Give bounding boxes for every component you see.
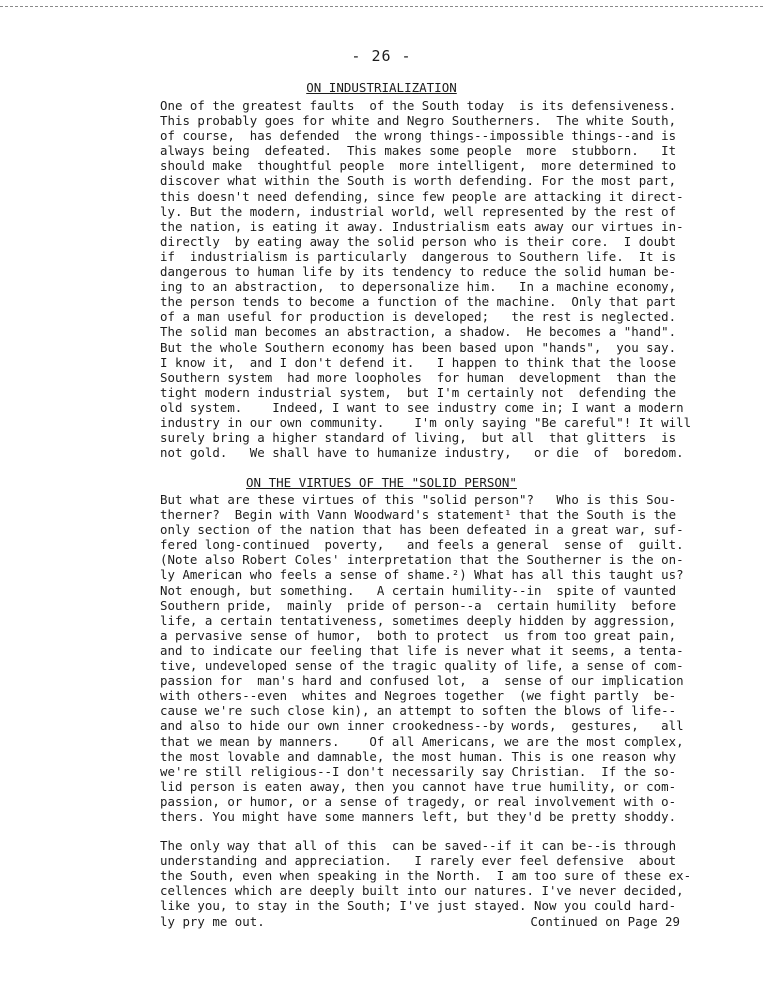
text-line: One of the greatest faults of the South today is its defensiveness. (160, 98, 677, 113)
text-line: should make thoughtful people more intelligent, more determined to (160, 158, 677, 174)
section-closing-body (160, 838, 691, 913)
text-line: if industrialism is particularly dangerous to Southern life. It is (160, 248, 677, 264)
top-border-rule (0, 6, 763, 7)
text-line: passion, or humor, or a sense of tragedy, or real involvement with o- (160, 793, 677, 809)
text-line: Not enough, but something. A certain humility--in spite of vaunted (160, 582, 677, 598)
text-line: this doesn't need defending, since few people are attacking it direct- (160, 188, 684, 204)
text-line: the person tends to become a function of the machine. Only that part (160, 294, 677, 310)
text-line: But what are these virtues of this "solid person"? Who is this Sou- (160, 492, 677, 507)
text-line: passion for man's hard and confused lot, a sense of our implication (160, 673, 684, 689)
text-line: ly. But the modern, industrial world, well represented by the rest of (160, 203, 677, 219)
text-line: I know it, and I don't defend it. I happen to think that the loose (160, 354, 677, 370)
text-line: ing to an abstraction, to depersonalize him. In a machine economy, (160, 279, 677, 295)
text-line: fered long-continued poverty, and feels a general sense of guilt. (160, 537, 684, 553)
text-line: of a man useful for production is developed; the rest is neglected. (160, 309, 677, 325)
text-line: not gold. We shall have to humanize industry, or die of boredom. (160, 445, 684, 461)
text-line: with others--even whites and Negroes together (we fight partly be- (160, 688, 677, 704)
text-line: (Note also Robert Coles' interpretation that the Southerner is the on- (160, 552, 684, 568)
text-line: industry in our own community. I'm only saying "Be careful"! It will (160, 414, 692, 430)
text-line: the most lovable and damnable, the most human. This is one reason why (160, 748, 677, 764)
text-line: surely bring a higher standard of living, but all that glitters is (160, 430, 677, 446)
text-line: that we mean by manners. Of all Americans, we are the most complex, (160, 733, 684, 749)
text-line: Southern system had more loopholes for human development than the (160, 369, 677, 385)
heading-text: ON THE VIRTUES OF THE "SOLID PERSON" (246, 475, 517, 490)
section-solid-person-body (160, 492, 684, 824)
text-line: life, a certain tentativeness, sometimes deeply hidden by aggression, (160, 612, 677, 628)
text-line: always being defeated. This makes some people more stubborn. It (160, 143, 677, 159)
section-heading-industrialization (0, 81, 763, 95)
closing-last-line (160, 914, 680, 929)
text-line: we're still religious--I don't necessarily say Christian. If the so- (160, 763, 677, 779)
text-line: But the whole Southern economy has been based upon "hands", you say. (160, 339, 677, 355)
continued-on-page: Continued on Page 29 (530, 914, 680, 929)
page-number: - 26 - (351, 47, 412, 65)
text-line: The solid man becomes an abstraction, a shadow. He becomes a "hand". (160, 324, 677, 340)
last-line-text: ly pry me out. (160, 914, 265, 929)
text-line: like you, to stay in the South; I've just stayed. Now you could hard- (160, 898, 677, 914)
text-line: discover what within the South is worth defending. For the most part, (160, 173, 677, 189)
text-line: cellences which are deeply built into our natures. I've never decided, (160, 883, 684, 899)
text-line: tive, undeveloped sense of the tragic quality of life, a sense of com- (160, 658, 684, 674)
text-line: old system. Indeed, I want to see industry come in; I want a modern (160, 399, 684, 415)
heading-text: ON INDUSTRIALIZATION (306, 80, 457, 95)
text-line: the South, even when speaking in the North. I am too sure of these ex- (160, 868, 692, 884)
text-line: cause we're such close kin), an attempt to soften the blows of life-- (160, 703, 677, 719)
text-line: lid person is eaten away, then you cannot have true humility, or com- (160, 778, 677, 794)
text-line: Southern pride, mainly pride of person--a certain humility before (160, 597, 677, 613)
text-line: and also to hide our own inner crookedness--by words, gestures, all (160, 718, 684, 734)
text-line: tight modern industrial system, but I'm certainly not defending the (160, 384, 677, 400)
text-line: This probably goes for white and Negro Southerners. The white South, (160, 113, 677, 129)
text-line: The only way that all of this can be saved--if it can be--is through (160, 838, 677, 853)
text-line: dangerous to human life by its tendency to reduce the solid human be- (160, 264, 677, 280)
section-industrialization-body (160, 98, 691, 460)
text-line: directly by eating away the solid person who is their core. I doubt (160, 233, 677, 249)
text-line: therner? Begin with Vann Woodward's statement¹ that the South is the (160, 507, 677, 523)
text-line: only section of the nation that has been defeated in a great war, suf- (160, 522, 684, 538)
text-line: a pervasive sense of humor, both to protect us from too great pain, (160, 627, 677, 643)
text-line: and to indicate our feeling that life is never what it seems, a tenta- (160, 642, 684, 658)
text-line: thers. You might have some manners left, but they'd be pretty shoddy. (160, 808, 677, 824)
text-line: the nation, is eating it away. Industrialism eats away our virtues in- (160, 218, 684, 234)
text-line: ly American who feels a sense of shame.²) What has all this taught us? (160, 567, 684, 583)
text-line: of course, has defended the wrong things--impossible things--and is (160, 128, 677, 144)
text-line: understanding and appreciation. I rarely ever feel defensive about (160, 853, 677, 869)
section-heading-solid-person (0, 476, 763, 490)
